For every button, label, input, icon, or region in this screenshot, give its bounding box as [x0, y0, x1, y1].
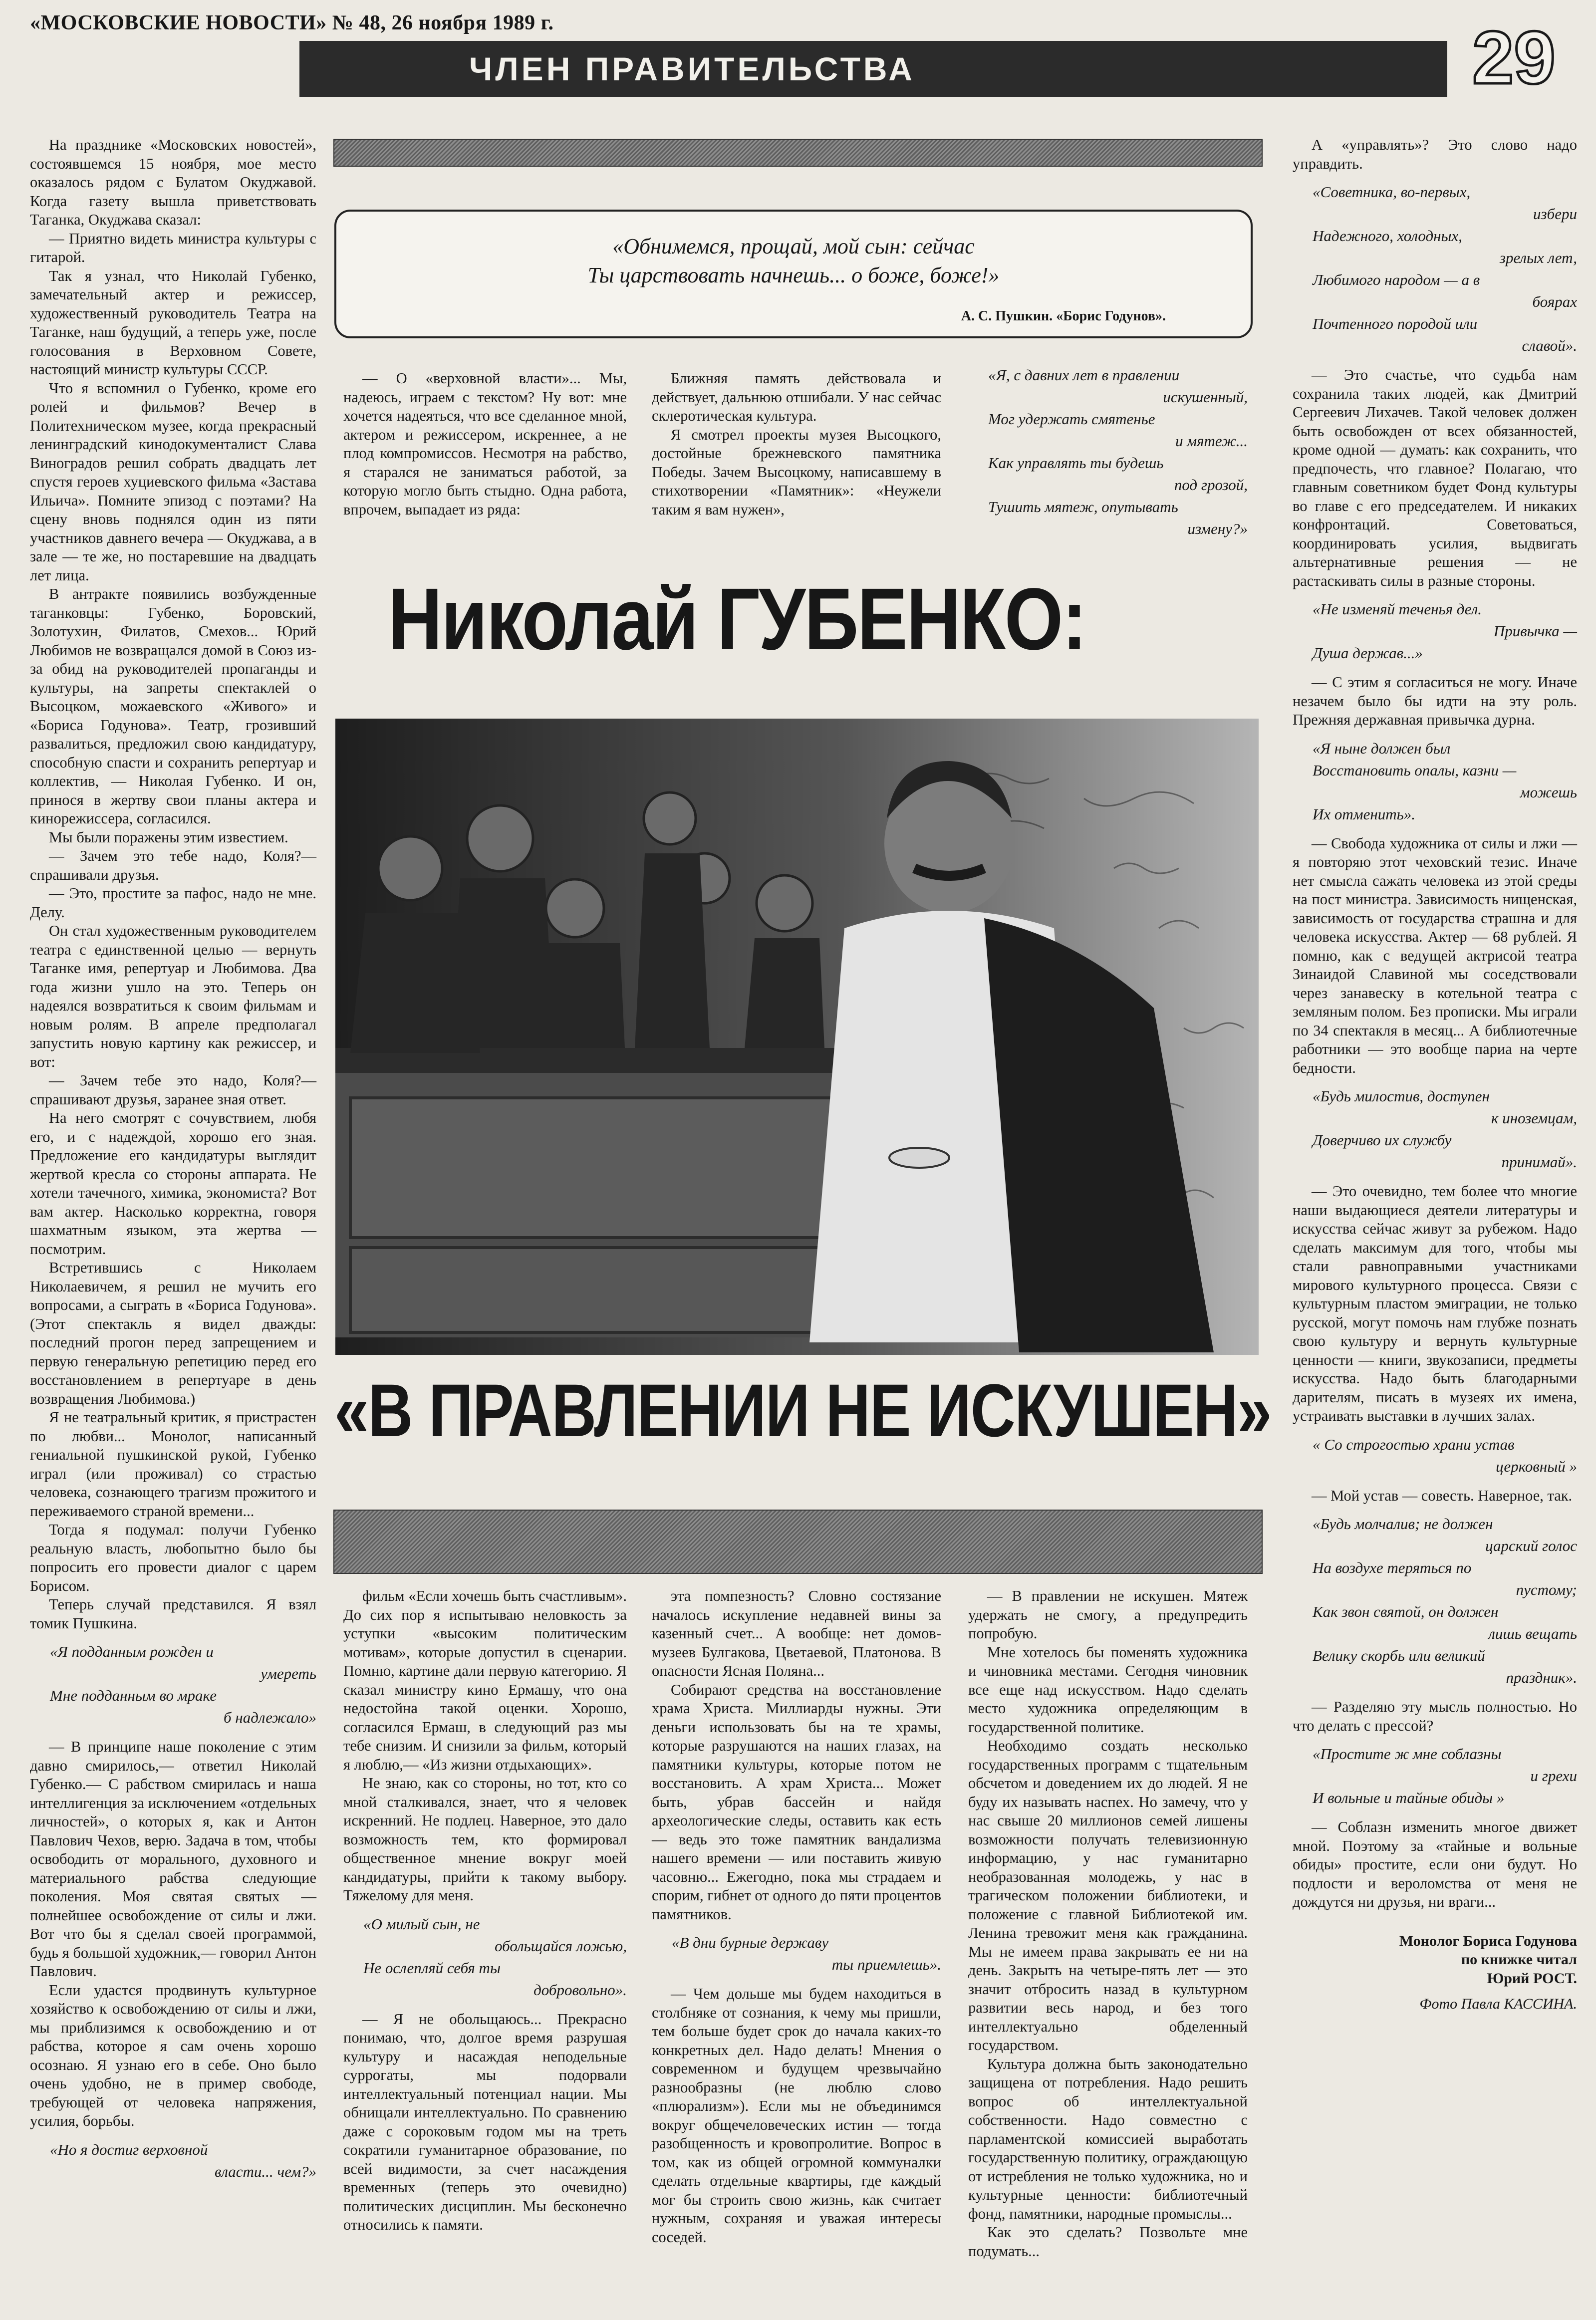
- paragraph: На него смотрят с сочувствием, любя его, и с надеждой, хорошо его зная. Предложение его кандидатуры выглядит жертвой кресла со стороны аппарата. Не хотели тачечного, химика, экономиста? Вот вам актер. Насколько корректна, говоря шахматным языком, эта жертва — посмотрим.: [30, 1109, 316, 1258]
- credit-line: по книжке читал: [1461, 1951, 1577, 1968]
- column-4-lower: [968, 1587, 1248, 2261]
- epigraph-source: А. С. Пушкин. «Борис Годунов».: [961, 308, 1166, 324]
- paragraph: — Зачем это тебе надо, Коля?— спрашивали друзья.: [30, 847, 316, 883]
- paragraph: В антракте появились возбужденные таганковцы: Губенко, Боровский, Золотухин, Филатов, Смехов... Юрий Любимов не возвращался домой в Союз из-за обид на руководителей пропаганды и культуры, на запреты спектаклей о Высоцком, можаевского «Живого» и «Бориса Годунова». Театр, грозивший развалиться, предложил свою кандидатуру, способную спасти и сохранить репертуар и коллектив, — Николая Губенко. И он, принося в жертву свои планы актера и кинорежиссера, согласился.: [30, 585, 316, 827]
- paragraph: — Это очевидно, тем более что многие наши выдающиеся деятели литературы и искусства сейчас живут за рубежом. Надо сделать максимум для того, чтобы мы стали равноправными участниками мирового культурного процесса. Связи с культурным пластом эмиграции, не только русской, могут помочь нам глубже познать свою культуру и вернуть культурные ценности — книги, звукозаписи, предметы искусства. Надо быть благодарными дарителям, писать в музеях их имена, устраивать выставки в лучших залах.: [1293, 1183, 1577, 1424]
- paragraph: Он стал художественным руководителем театра с единственной целью — вернуть Таганке имя, репертуар и Любимова. Два года жизни ушло на это. Теперь он надеялся возвратиться к своим фильмам и новым ролям. В апреле предполагал запустить новую картину как режиссер, и вот:: [30, 922, 316, 1070]
- photo: [335, 719, 1259, 1355]
- paragraph: Так я узнал, что Николай Губенко, замечательный актер и режиссер, художественный руководитель Театра на Таганке, наш будущий, а теперь уже, после голосования в Верховном Совете, настоящий министр культуры СССР.: [30, 267, 316, 378]
- verse-quote: «Не изменяй теченья дел. Привычка — Душа держав...»: [1313, 600, 1577, 662]
- paragraph: Что я вспомнил о Губенко, кроме его ролей и фильмов? Вечер в Политехническом музее, когда прекрасный ленинградский кинодокументалист Слава Виноградов решил собрать двадцать лет спустя героев хуциевского фильма «Застава Ильича». Помните эпизод с поэтами? На сцену вновь поднялся один из пяти участников давнего вечера — Окуджава, а в зале — те же, но постаревшие на двадцать лет лица.: [30, 379, 316, 584]
- masthead: «МОСКОВСКИЕ НОВОСТИ» № 48, 26 ноября 1989 г.: [30, 11, 554, 34]
- verse-quote: «Я ныне должен был Восстановить опалы, казни — можешь Их отменить».: [1313, 739, 1577, 823]
- paragraph: Как это сделать? Позвольте мне подумать...: [968, 2224, 1248, 2260]
- column-5: [1293, 136, 1577, 2014]
- paragraph: — В принципе наше поколение с этим давно смирилось,— ответил Николай Губенко.— С рабством смирилась и наша интеллигенция за исключением «отдельных личностей», о которых я, как и Антон Павлович Чехов, верю. Задача в том, чтобы освободить от морального, духовного и материального рабства следующие поколения. Моя святая святых — полнейшее освобождение от силы и лжи. Вот что бы я сделал своей программой, будь я большой художник,— говорил Антон Павлович.: [30, 1738, 316, 1980]
- paragraph: Не знаю, как со стороны, но тот, кто со мной сталкивался, знает, что я человек искренний. Не подлец. Наверное, это дало возможность тем, кто формировал общественное мнение вокруг моей кандидатуры, прийти к такому выбору. Тяжелому для меня.: [343, 1775, 627, 1904]
- column-1: [30, 136, 316, 2192]
- column-3-lower: [652, 1587, 941, 2247]
- paragraph: — В правлении не искушен. Мятеж удержать не смогу, а предупредить попробую.: [968, 1587, 1248, 1642]
- verse-quote: «Я, с давних лет в правлении искушенный, Мог удержать смятенье и мятеж... Как управлять ты будешь под грозой, Тушить мятеж, опутывать измену?»: [988, 366, 1248, 537]
- verse-quote: «О милый сын, не обольщайся ложью, Не ослепляй себя ты добровольно».: [363, 1915, 627, 1999]
- epigraph-line-2: Ты царствовать начнешь... о боже, боже!»: [587, 263, 1000, 287]
- paragraph: эта помпезность? Словно состязание началось искупление недавней вины за казенный счет... А вообще: нет домов-музеев Булгакова, Цветаевой, Платонова. В опасности Ясная Поляна...: [652, 1587, 941, 1679]
- author-credit: Юрий РОСТ.: [1487, 1970, 1577, 1987]
- decorative-band-bottom: [333, 1510, 1263, 1574]
- paragraph: — Разделяю эту мысль полностью. Но что делать с прессой?: [1293, 1698, 1577, 1734]
- photo-credit: Фото Павла КАССИНА.: [1419, 1996, 1577, 2012]
- paragraph: Мне хотелось бы поменять художника и чиновника местами. Сегодня чиновник все еще над искусством. Надо сделать место художника определяющим в государственной политике.: [968, 1643, 1248, 1736]
- paragraph: — Мой устав — совесть. Наверное, так.: [1312, 1487, 1573, 1504]
- paragraph: Я не театральный критик, я пристрастен по любви... Монолог, написанный гениальной пушкинской рукой, Губенко играл (или проживал) со страстью человека, сознающего трагизм прожитого и переживаемого страной времени...: [30, 1409, 316, 1520]
- verse-quote: «Я подданным рожден и умереть Мне подданным во мраке б надлежало»: [50, 1643, 316, 1726]
- column-3-upper: [652, 369, 941, 519]
- headline: Николай ГУБЕНКО:: [388, 570, 1086, 668]
- paragraph: Если удастся продвинуть культурное хозяйство к освобождению от силы и лжи, мы приблизимся к освобождению и от рабства, которое я сам очень хорошо осознаю. Я узнаю его в себе. Оно было очень удобно, не в пример свободе, требующей от человека напряжения, усилия, борьбы.: [30, 1981, 316, 2129]
- paragraph: — Это счастье, что судьба нам сохранила таких людей, как Дмитрий Сергеевич Лихачев. Такой человек должен быть освобожден от всех обязанностей, кроме одной — думать: как сохранить, что предпочесть, что главное? Полагаю, что главным советником будет Фонд культуры во главе с его председателем. И никаких конфронтаций. Советоваться, координировать усилия, выдвигать альтернативные решения — не растаскивать силы в разные стороны.: [1293, 366, 1577, 589]
- paragraph: — Это, простите за пафос, надо не мне. Делу.: [30, 885, 316, 921]
- paragraph: Встретившись с Николаем Николаевичем, я решил не мучить его вопросами, а сыграть в «Бориса Годунова». (Этот спектакль я видел дважды: последний прогон перед запрещением и первую генеральную репетицию перед его восстановлением в репертуаре в день возвращения Любимова.): [30, 1259, 316, 1407]
- section-title: ЧЛЕН ПРАВИТЕЛЬСТВА: [299, 41, 1447, 97]
- paragraph: Теперь случай представился. Я взял томик Пушкина.: [30, 1596, 316, 1632]
- verse-quote: «Простите ж мне соблазны и грехи И вольные и тайные обиды »: [1313, 1745, 1577, 1806]
- subheadline: «В ПРАВЛЕНИИ НЕ ИСКУШЕН»: [334, 1368, 1271, 1452]
- paragraph: Мы были поражены этим известием.: [49, 828, 288, 846]
- credit-line: Монолог Бориса Годунова: [1399, 1932, 1577, 1949]
- paragraph: — Приятно видеть министра культуры с гитарой.: [30, 230, 316, 265]
- paragraph: Необходимо создать несколько государственных программ с тщательным обсчетом и доведением их до людей. Я не буду их называть наспех. Но замечу, что у нас свыше 20 миллионов семей лишены возможности получать телевизионную информацию, у нас гуманитарно необразованная молодежь, у нас в трагическом положении библиотеки, и положение с главной Библиотекой им. Ленина тревожит меня как гражданина. Мы не имеем права закрывать ее ни на день. Закрыть на четыре-пять лет — это значит отбросить назад в культурном развитии весь народ, и без того интеллектуально обделенный государством.: [968, 1737, 1248, 2054]
- verse-quote: « Со строгостью храни устав церковный »: [1313, 1435, 1577, 1475]
- verse-quote: «Будь милостив, доступен к иноземцам, Доверчиво их службу принимай».: [1313, 1087, 1577, 1171]
- paragraph: — О «верховной власти»... Мы, надеюсь, играем с текстом? Ну вот: мне хочется надеяться, что все сделанное мной, актером и режиссером, искреннее, а не плод компромиссов. Несмотря на рабство, я старался не заниматься работой, за которую могло быть стыдно. Одна работа, впрочем, выпадает из ряда:: [343, 370, 627, 518]
- verse-quote: «Но я достиг верховной власти... чем?»: [50, 2140, 316, 2180]
- column-2-lower: [343, 1587, 627, 2235]
- paragraph: Ближняя память действовала и действует, дальнюю отшибали. У нас сейчас склеротическая культура.: [652, 370, 941, 424]
- verse-quote: «В дни бурные державу ты приемлешь».: [672, 1934, 941, 1973]
- paragraph: Собирают средства на восстановление храма Христа. Миллиарды нужны. Эти деньги использовать бы на те храмы, которые разрушаются на наших глазах, на памятники культуры, которые потом не восстановить. А храм Христа... Может быть, убрав бассейн и найдя археологические следы, оставить как есть — ведь это тоже памятник вандализма нашего времени — или поставить живую часовню... Ежегодно, пока мы страдаем и спорим, гибнет от одного до пяти процентов памятников.: [652, 1681, 941, 1923]
- paragraph: — Чем дольше мы будем находиться в столбняке от сознания, к чему мы пришли, тем больше будет срок до начала каких-то конкретных дел. Надо делать! Мнения о современном и будущем чрезвычайно разнообразны (не люблю слово «плюрализм»). Если мы не объединимся вокруг общечеловеческих истин — тогда разобщенность и кровопролитие. Вопрос в том, как из общей огромной коммуналки сделать отдельные квартиры, где каждый мог бы строить свою жизнь, как считает нужным, сохраняя и уважая интересы соседей.: [652, 1985, 941, 2246]
- epigraph-line-1: «Обнимемся, прощай, мой сын: сейчас: [612, 234, 975, 258]
- decorative-band-top: [333, 139, 1263, 167]
- paragraph: Культура должна быть законодательно защищена от потребления. Надо решить вопрос об интеллектуальной собственности. Надо совместно с парламентской комиссией выработать государственную политику, ограждающую от истребления не только художника, но и культурные ценности: библиотечный фонд, памятники, народные промыслы...: [968, 2055, 1248, 2222]
- verse-quote: «Будь молчалив; не должен царский голос На воздухе теряться по пустому; Как звон святой, он должен лишь вещать Велику скорбь или великий праздник».: [1313, 1515, 1577, 1686]
- column-2-upper: [343, 369, 627, 519]
- column-4-upper: [968, 364, 1248, 549]
- paragraph: — Свобода художника от силы и лжи — я повторяю этот чеховский тезис. Иначе нет смысла сажать человека из этой среды на пост министра. Зависимость нищенская, зависимость от государства страшна и для человека искусства. Актер — 68 рублей. Я помню, как с ведущей актрисой театра Зинаидой Славиной мы соседствовали через занавеску в котельной театра с земляным полом. Без прописки. Мы играли по 34 спектакля в месяц... А библиотечные работники — это вообще париа на черте бедности.: [1293, 834, 1577, 1076]
- verse-quote: «Советника, во-первых, избери Надежного, холодных, зрелых лет, Любимого народом — а в боярах Почтенного породой или славой».: [1313, 183, 1577, 354]
- paragraph: — Соблазн изменить многое движет мной. Поэтому за «тайные и вольные обиды» простите, если они будут. Но подлости и вероломства от меня не дождутся ни друзья, ни враги...: [1293, 1818, 1577, 1910]
- paragraph: — Я не обольщаюсь... Прекрасно понимаю, что, долгое время разрушая культуру и насаждая неподельные суррогаты, мы подорвали интеллектуальный потенциал нации. Мы обнищали интеллектуально. По сравнению даже с сороковым годом мы на треть сократили гуманитарное образование, по всей видимости, за счет насаждения временных (теперь это очевидно) политических дисциплин. Мы бесконечно относились к памяти.: [343, 2010, 627, 2233]
- paragraph: фильм «Если хочешь быть счастливым». До сих пор я испытываю неловкость за уступки «высоким политическим мотивам», которые допустил в сценарии. Помню, картине дали первую категорию. Я сказал министру кино Ермашу, что она недостойна такой оценки. Хорошо, согласился Ермаш, в следующий раз мы тебе снизим. И снизили за фильм, который я люблю,— «Из жизни отдыхающих».: [343, 1587, 627, 1773]
- paragraph: На празднике «Московских новостей», состоявшемся 15 ноября, мое место оказалось рядом с Булатом Окуджавой. Когда газету вышла приветствовать Таганка, Окуджава сказал:: [30, 136, 316, 228]
- paragraph: Я смотрел проекты музея Высоцкого, достойные брежневского памятника Победы. Зачем Высоцкому, написавшему в стихотворении «Памятник»: «Неужели таким я вам нужен»,: [652, 426, 941, 518]
- page-number: 29: [1472, 15, 1556, 99]
- paragraph: А «управлять»? Это слово надо управдить.: [1293, 136, 1577, 172]
- paragraph: — Зачем тебе это надо, Коля?— спрашивают друзья, заранее зная ответ.: [30, 1072, 316, 1108]
- epigraph-box: [334, 210, 1253, 338]
- photo-illustration: [335, 719, 1259, 1355]
- paragraph: Тогда я подумал: получи Губенко реальную власть, любопытно было бы попросить его провести диалог с царем Борисом.: [30, 1521, 316, 1594]
- paragraph: — С этим я согласиться не могу. Иначе незачем было бы идти на эту роль. Прежняя державная привычка дурна.: [1293, 674, 1577, 728]
